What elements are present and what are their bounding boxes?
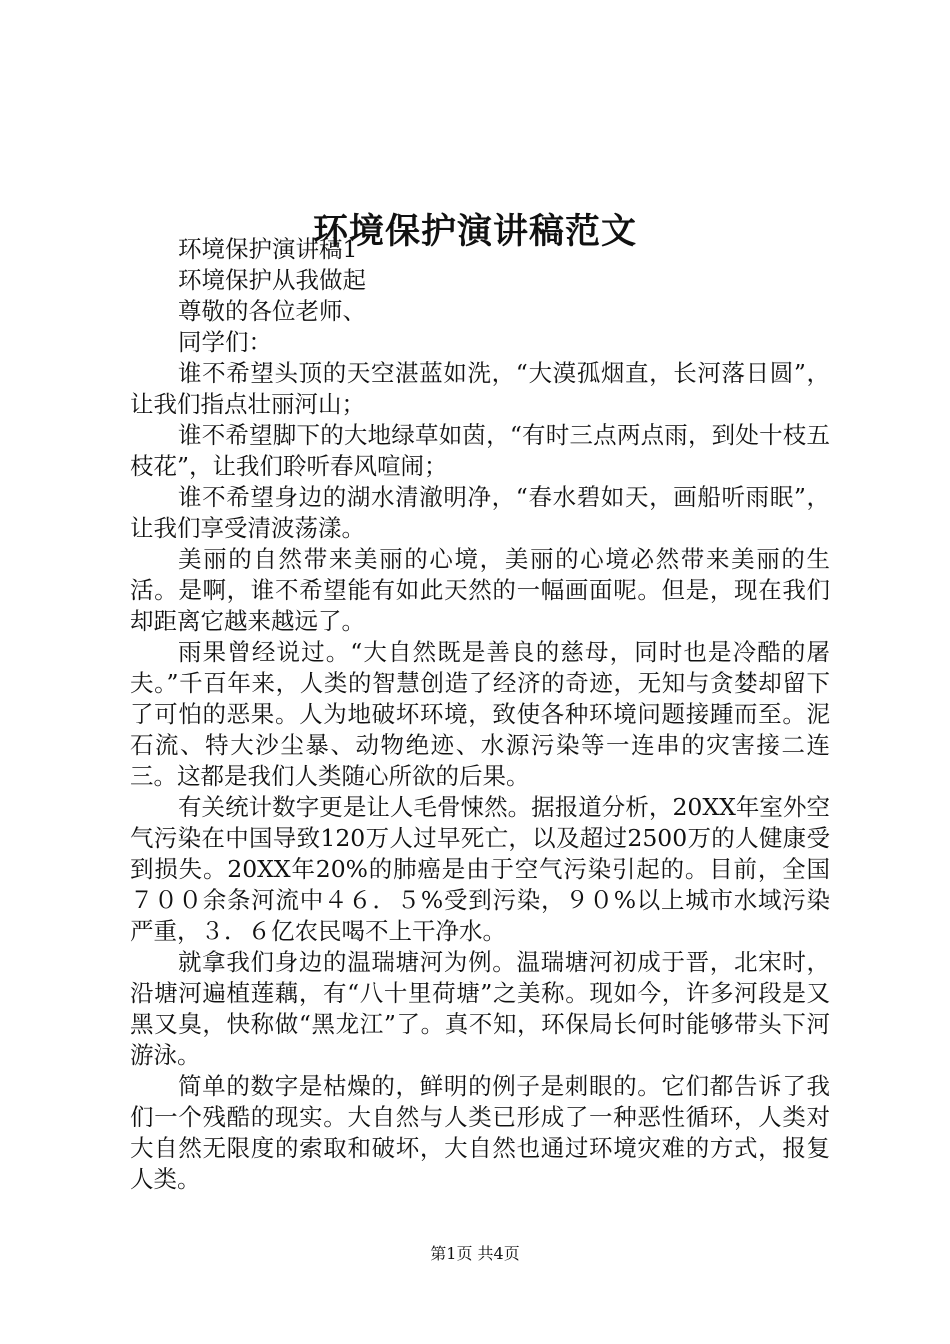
paragraph-speech-number: 环境保护演讲稿1	[178, 235, 358, 263]
page-footer: 第1页 共4页	[430, 1244, 520, 1263]
paragraph-sky: 谁不希望头顶的天空湛蓝如洗，“大漠孤烟直，长河落日圆”，让我们指点壮丽河山；	[130, 359, 830, 418]
paragraph-speech-subtitle: 环境保护从我做起	[178, 266, 366, 294]
paragraph-land: 谁不希望脚下的大地绿草如茵，“有时三点两点雨，到处十枝五枝花”，让我们聆听春风喧闹；	[130, 421, 830, 480]
paragraph-beautiful-nature: 美丽的自然带来美丽的心境，美丽的心境必然带来美丽的生活。是啊，谁不希望能有如此天然的一幅画面呢。但是，现在我们却距离它越来越远了。	[130, 545, 830, 635]
paragraph-salutation-students: 同学们：	[178, 328, 272, 356]
paragraph-lake: 谁不希望身边的湖水清澈明净，“春水碧如天，画船听雨眠”，让我们享受清波荡漾。	[130, 483, 830, 542]
paragraph-salutation-teachers: 尊敬的各位老师、	[178, 297, 366, 325]
paragraph-conclusion: 简单的数字是枯燥的，鲜明的例子是刺眼的。它们都告诉了我们一个残酷的现实。大自然与人类已形成了一种恶性循环，人类对大自然无限度的索取和破坏，大自然也通过环境灾难的方式，报复人类。	[130, 1072, 830, 1193]
paragraph-hugo-quote: 雨果曾经说过。“大自然既是善良的慈母，同时也是冷酷的屠夫。”千百年来，人类的智慧创造了经济的奇迹，无知与贪婪却留下了可怕的恶果。人为地破坏环境，致使各种环境问题接踵而至。泥石流、特大沙尘暴、动物绝迹、水源污染等一连串的灾害接二连三。这都是我们人类随心所欲的后果。	[130, 638, 830, 790]
document-body	[130, 234, 830, 1195]
paragraph-wenrui-river: 就拿我们身边的温瑞塘河为例。温瑞塘河初成于晋，北宋时，沿塘河遍植莲藕，有“八十里荷塘”之美称。现如今，许多河段是又黑又臭，快称做“黑龙江”了。真不知，环保局长何时能够带头下河游泳。	[130, 948, 830, 1069]
paragraph-statistics: 有关统计数字更是让人毛骨悚然。据报道分析，20XX年室外空气污染在中国导致120万人过早死亡，以及超过2500万的人健康受到损失。20XX年20%的肺癌是由于空气污染引起的。目前，全国７００余条河流中４６．５%受到污染，９０%以上城市水域污染严重，３．６亿农民喝不上干净水。	[130, 793, 830, 945]
document-title: 环境保护演讲稿范文	[312, 211, 637, 253]
